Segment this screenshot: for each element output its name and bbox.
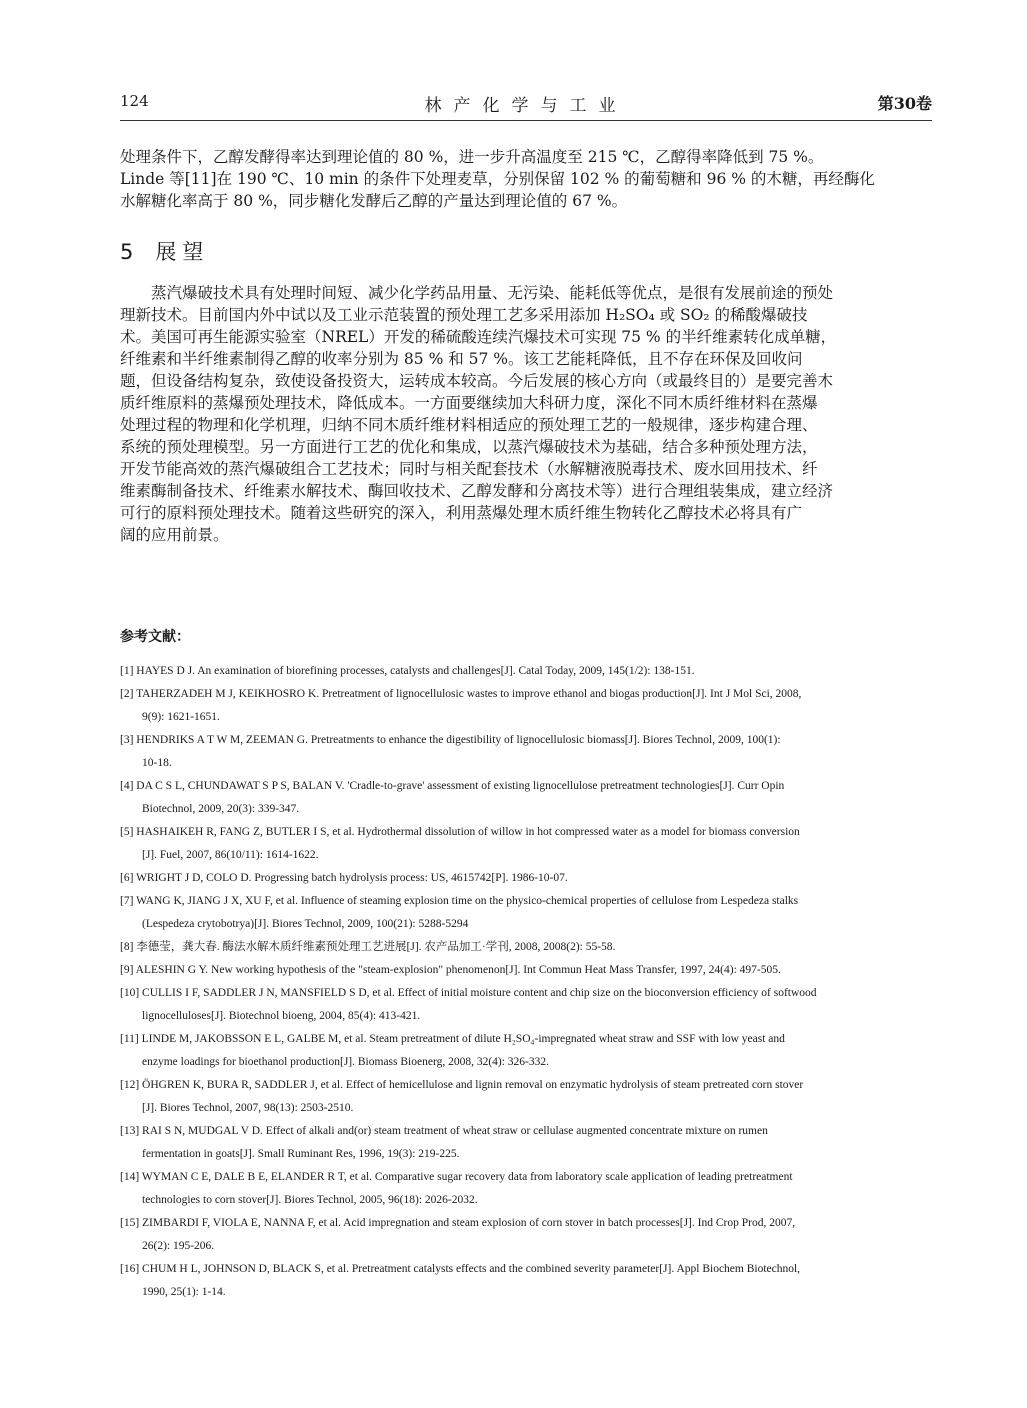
references-heading: 参考文献： <box>120 629 190 645</box>
text-line: Linde 等[11]在 190 ℃、10 min 的条件下处理麦草，分别保留 102 % 的葡萄糖和 96 % 的木糖，再经酶化 <box>120 170 875 188</box>
reference-item-continuation: 9(9): 1621-1651. <box>142 711 220 723</box>
text-line: 质纤维原料的蒸爆预处理技术，降低成本。一方面要继续加大科研力度，深化不同木质纤维材料在蒸爆 <box>120 394 818 412</box>
reference-item-continuation: [J]. Biores Technol, 2007, 98(13): 2503-2510. <box>142 1102 354 1114</box>
reference-item: [5] HASHAIKEH R, FANG Z, BUTLER I S, et al. Hydrothermal dissolution of willow in hot compressed water as a model for biomass conversion <box>120 826 800 838</box>
reference-item: [12] ÖHGREN K, BURA R, SADDLER J, et al. Effect of hemicellulose and lignin removal on enzymatic hydrolysis of steam pretreated corn stover <box>120 1079 804 1091</box>
reference-list <box>120 660 932 1304</box>
reference-item: [15] ZIMBARDI F, VIOLA E, NANNA F, et al. Acid impregnation and steam explosion of corn stover in batch processes[J]. Ind Crop Prod, 2007, <box>120 1217 796 1229</box>
reference-item: [13] RAI S N, MUDGAL V D. Effect of alkali and(or) steam treatment of wheat straw or cellulase augmented concentrate mixture on rumen <box>120 1125 768 1137</box>
reference-item-continuation: fermentation in goats[J]. Small Ruminant Res, 1996, 19(3): 219-225. <box>142 1148 460 1160</box>
text-line: 处理过程的物理和化学机理，归纳不同木质纤维材料相适应的预处理工艺的一般规律，逐步构建合理、 <box>120 416 818 434</box>
reference-item-continuation: [J]. Fuel, 2007, 86(10/11): 1614-1622. <box>142 849 319 861</box>
reference-item-continuation: enzyme loadings for bioethanol production[J]. Biomass Bioenerg, 2008, 32(4): 326-332. <box>142 1056 550 1068</box>
reference-item: [7] WANG K, JIANG J X, XU F, et al. Influence of steaming explosion time on the physico-chemical properties of cellulose from Lespedeza stalks <box>120 895 799 907</box>
reference-item: [10] CULLIS I F, SADDLER J N, MANSFIELD S D, et al. Effect of initial moisture content and chip size on the bioconversion efficiency of softwood <box>120 987 817 999</box>
text-line: 术。美国可再生能源实验室（NREL）开发的稀硫酸连续汽爆技术可实现 75 % 的半纤维素转化成单糖， <box>120 328 837 346</box>
reference-item-continuation: Biotechnol, 2009, 20(3): 339-347. <box>142 803 300 815</box>
text-line: 处理条件下，乙醇发酵得率达到理论值的 80 %，进一步升高温度至 215 ℃，乙醇得率降低到 75 %。 <box>120 148 824 166</box>
text-line: 维素酶制备技术、纤维素水解技术、酶回收技术、乙醇发酵和分离技术等）进行合理组装集成，建立经济 <box>120 482 834 500</box>
section-heading <box>120 238 209 266</box>
reference-item: [6] WRIGHT J D, COLO D. Progressing batch hydrolysis process: US, 4615742[P]. 1986-10-07. <box>120 872 568 884</box>
reference-item: [9] ALESHIN G Y. New working hypothesis of the "steam-explosion" phenomenon[J]. Int Commun Heat Mass Transfer, 1997, 24(4): 497-505. <box>120 964 781 976</box>
reference-item-continuation: 10-18. <box>142 757 172 769</box>
text-line: 阔的应用前景。 <box>120 526 229 544</box>
text-line: 水解糖化率高于 80 %，同步糖化发酵后乙醇的产量达到理论值的 67 %。 <box>120 192 628 210</box>
volume-label: 第30卷 <box>877 94 932 113</box>
reference-item: [8] 李德莹，龚大春. 酶法水解木质纤维素预处理工艺进展[J]. 农产品加工·学刊, 2008, 2008(2): 55-58. <box>120 941 616 953</box>
page-number: 124 <box>120 92 149 110</box>
reference-item-continuation: technologies to corn stover[J]. Biores Technol, 2005, 96(18): 2026-2032. <box>142 1194 478 1206</box>
reference-item: [11] LINDE M, JAKOBSSON E L, GALBE M, et al. Steam pretreatment of dilute H₂SO₄-impregnated wheat straw and SSF with low yeast and <box>120 1033 785 1045</box>
section-title: 展望 <box>155 240 210 264</box>
reference-item: [3] HENDRIKS A T W M, ZEEMAN G. Pretreatments to enhance the digestibility of lignocellulosic biomass[J]. Biores Technol, 2009, 100(1): <box>120 734 781 746</box>
reference-item: [1] HAYES D J. An examination of biorefining processes, catalysts and challenges[J]. Catal Today, 2009, 145(1/2): 138-151. <box>120 665 695 677</box>
running-header <box>120 90 932 121</box>
text-line: 系统的预处理模型。另一方面进行工艺的优化和集成，以蒸汽爆破技术为基础，结合多种预处理方法， <box>120 438 818 456</box>
text-line: 题，但设备结构复杂，致使设备投资大，运转成本较高。今后发展的核心方向（或最终目的）是要完善木 <box>120 372 834 390</box>
body-paragraph-section <box>120 282 932 546</box>
reference-item-continuation: 1990, 25(1): 1-14. <box>142 1286 226 1298</box>
text-line: 蒸汽爆破技术具有处理时间短、减少化学药品用量、无污染、能耗低等优点，是很有发展前途的预处 <box>151 284 834 302</box>
reference-item: [2] TAHERZADEH M J, KEIKHOSRO K. Pretreatment of lignocellulosic wastes to improve ethanol and biogas production[J]. Int J Mol Sci, 2008, <box>120 688 802 700</box>
reference-item-continuation: lignocelluloses[J]. Biotechnol bioeng, 2004, 85(4): 413-421. <box>142 1010 421 1022</box>
reference-item: [14] WYMAN C E, DALE B E, ELANDER R T, et al. Comparative sugar recovery data from laboratory scale application of leading pretreatment <box>120 1171 793 1183</box>
reference-item-continuation: 26(2): 195-206. <box>142 1240 215 1252</box>
section-number: 5 <box>120 240 134 264</box>
text-line: 可行的原料预处理技术。随着这些研究的深入，利用蒸爆处理木质纤维生物转化乙醇技术必将具有广 <box>120 504 803 522</box>
reference-item-continuation: (Lespedeza crytobotrya)[J]. Biores Technol, 2009, 100(21): 5288-5294 <box>142 918 469 930</box>
text-line: 开发节能高效的蒸汽爆破组合工艺技术；同时与相关配套技术（水解糖液脱毒技术、废水回用技术、纤 <box>120 460 818 478</box>
reference-item: [4] DA C S L, CHUNDAWAT S P S, BALAN V. 'Cradle-to-grave' assessment of existing lignocellulose pretreatment technologies[J]. Curr Opin <box>120 780 785 792</box>
text-line: 理新技术。目前国内外中试以及工业示范装置的预处理工艺多采用添加 H₂SO₄ 或 SO₂ 的稀酸爆破技 <box>120 306 808 324</box>
body-paragraph-top <box>120 146 932 212</box>
reference-item: [16] CHUM H L, JOHNSON D, BLACK S, et al. Pretreatment catalysts effects and the combined severity parameter[J]. Appl Biochem Biotechnol, <box>120 1263 801 1275</box>
journal-title: 林产化学与工业 <box>424 96 628 116</box>
text-line: 纤维素和半纤维素制得乙醇的收率分别为 85 % 和 57 %。该工艺能耗降低，且不存在环保及回收问 <box>120 350 803 368</box>
